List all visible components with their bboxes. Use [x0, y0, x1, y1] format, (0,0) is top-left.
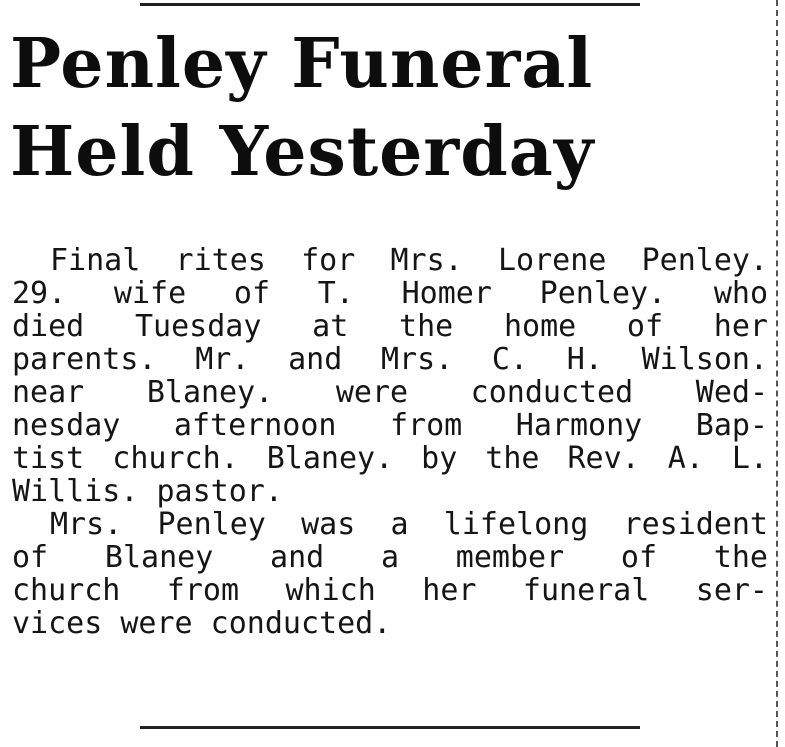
article-body	[12, 244, 768, 640]
paragraph-line: Final rites for Mrs. Lorene Penley.	[50, 243, 768, 278]
paragraph-1	[12, 244, 768, 508]
headline-line-1: Penley Funeral	[10, 24, 594, 104]
paragraph-line: of Blaney and a member of the	[12, 540, 768, 575]
paragraph-line: 29. wife of T. Homer Penley. who	[12, 276, 768, 311]
paragraph-line: church from which her funeral ser-	[12, 573, 768, 608]
bottom-rule	[140, 726, 640, 729]
paragraph-line: tist church. Blaney. by the Rev. A. L.	[12, 441, 768, 476]
headline	[10, 20, 710, 196]
paragraph-line: Willis. pastor.	[12, 474, 283, 509]
column-border	[776, 0, 778, 747]
paragraph-line: died Tuesday at the home of her	[12, 309, 768, 344]
paragraph-line: parents. Mr. and Mrs. C. H. Wilson.	[12, 342, 768, 377]
headline-line-2: Held Yesterday	[10, 112, 595, 192]
paragraph-line: vices were conducted.	[12, 606, 392, 641]
top-rule	[140, 3, 640, 6]
paragraph-line: Mrs. Penley was a lifelong resident	[50, 507, 768, 542]
paragraph-line: nesday afternoon from Harmony Bap-	[12, 408, 768, 443]
paragraph-2	[12, 508, 768, 640]
paragraph-line: near Blaney. were conducted Wed-	[12, 375, 768, 410]
